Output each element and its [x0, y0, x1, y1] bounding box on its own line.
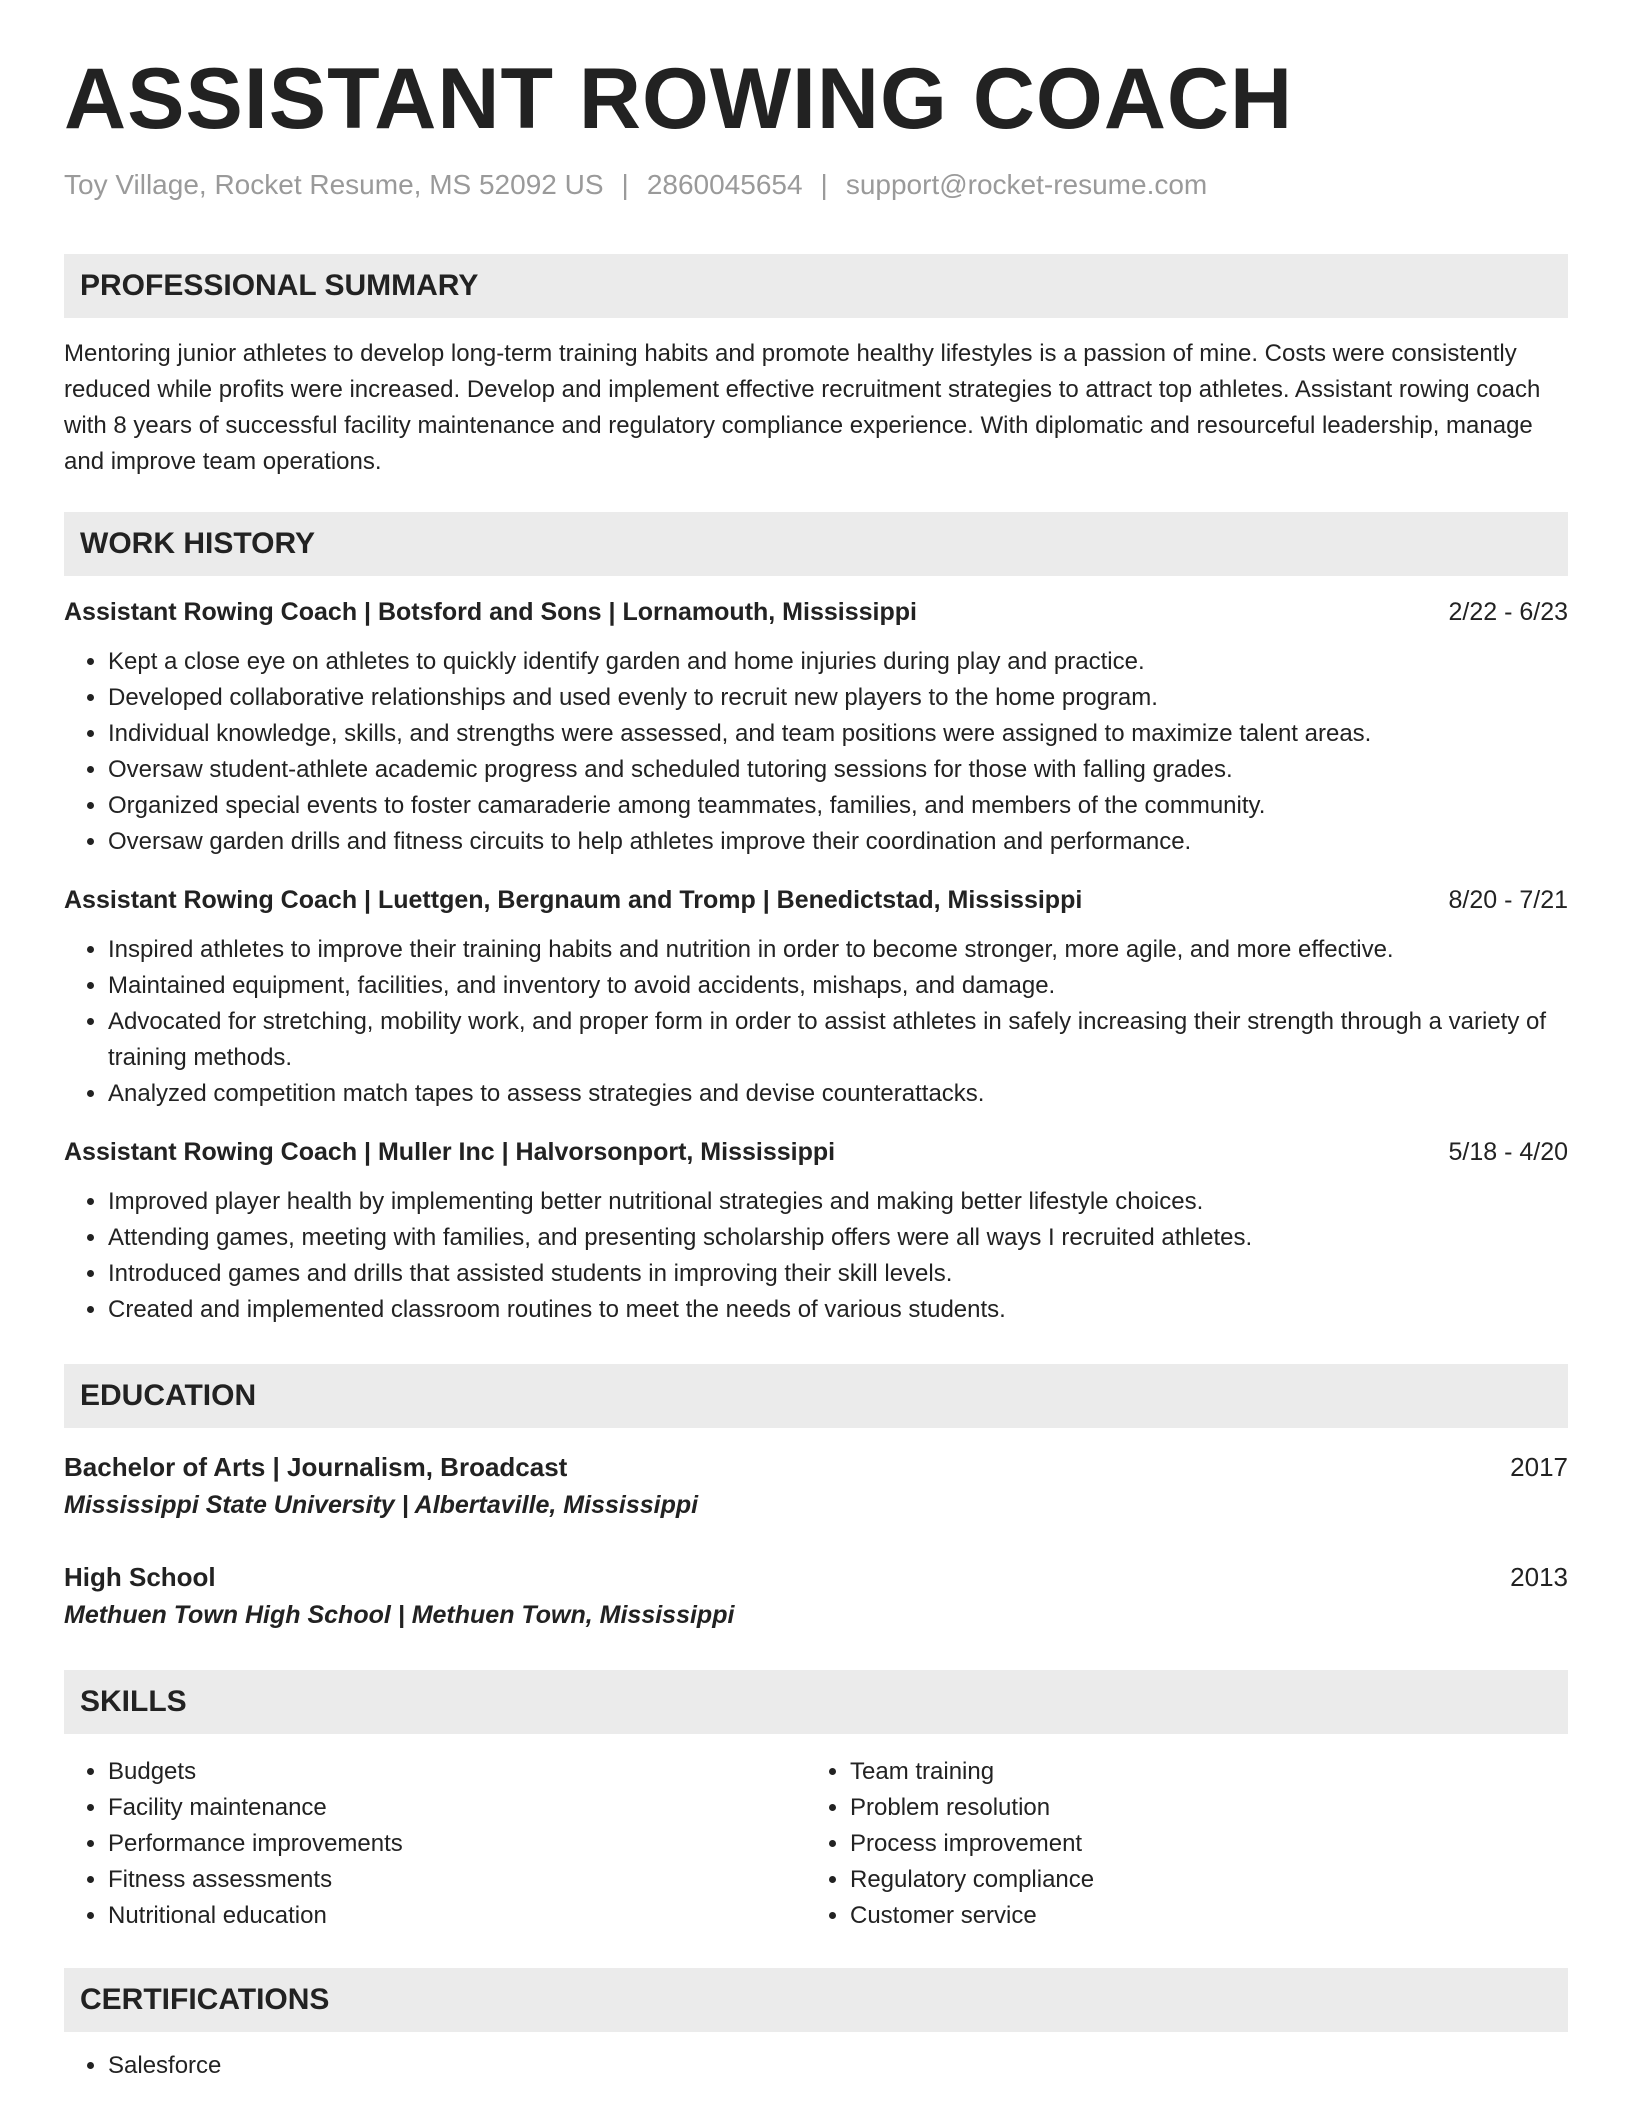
- skill-item: • Budgets: [108, 1754, 806, 1790]
- education-school: Methuen Town High School | Methuen Town, Mississippi: [64, 1600, 735, 1629]
- contact-address: Toy Village, Rocket Resume, MS 52092 US: [64, 169, 604, 200]
- job-entry: [64, 596, 1568, 860]
- list-item: • Oversaw garden drills and fitness circuits to help athletes improve their coordination and performance.: [108, 824, 1568, 860]
- job-title: Assistant Rowing Coach | Muller Inc | Halvorsonport, Mississippi: [64, 1137, 836, 1166]
- section-heading-skills: SKILLS: [64, 1670, 1568, 1734]
- job-dates: 5/18 - 4/20: [1448, 1137, 1568, 1166]
- job-bullets: [64, 644, 1568, 860]
- education-degree: Bachelor of Arts | Journalism, Broadcast: [64, 1451, 568, 1482]
- list-item: • Advocated for stretching, mobility work, and proper form in order to assist athletes in safely increasing their strength through a variety of training methods.: [108, 1004, 1568, 1076]
- education-year: 2017: [1510, 1451, 1568, 1482]
- job-title: Assistant Rowing Coach | Botsford and Sons | Lornamouth, Mississippi: [64, 597, 917, 626]
- skill-item: • Nutritional education: [108, 1898, 806, 1934]
- contact-separator: |: [621, 169, 629, 200]
- skills-column-right: [806, 1754, 1548, 1934]
- list-item: • Maintained equipment, facilities, and inventory to avoid accidents, mishaps, and damage.: [108, 968, 1568, 1004]
- skills-list: [64, 1754, 1568, 1934]
- list-item: • Individual knowledge, skills, and strengths were assessed, and team positions were assigned to maximize talent areas.: [108, 716, 1568, 752]
- contact-phone: 2860045654: [646, 169, 803, 200]
- job-header: [64, 1136, 1568, 1168]
- education-header: [64, 1558, 1568, 1596]
- contact-line: [64, 168, 1568, 202]
- certifications-list: [64, 2048, 1568, 2084]
- list-item: • Improved player health by implementing better nutritional strategies and making better lifestyle choices.: [108, 1184, 1568, 1220]
- skill-item: • Regulatory compliance: [850, 1862, 1548, 1898]
- list-item: • Attending games, meeting with families, and presenting scholarship offers were all ways I recruited athletes.: [108, 1220, 1568, 1256]
- summary-text: Mentoring junior athletes to develop long-term training habits and promote healthy lifestyles is a passion of mine. Costs were consistently reduced while profits were increased. Develop and implement effective recruitment strategies to attract top athletes. Assistant rowing coach with 8 years of successful facility maintenance and regulatory compliance experience. With diplomatic and resourceful leadership, manage and improve team operations.: [64, 339, 1541, 475]
- job-header: [64, 884, 1568, 916]
- skill-item: • Facility maintenance: [108, 1790, 806, 1826]
- contact-email: support@rocket-resume.com: [845, 169, 1208, 200]
- education-school: Mississippi State University | Albertaville, Mississippi: [64, 1490, 699, 1519]
- list-item: • Inspired athletes to improve their training habits and nutrition in order to become stronger, more agile, and more effective.: [108, 932, 1568, 968]
- section-heading-certifications: CERTIFICATIONS: [64, 1968, 1568, 2032]
- education-degree: High School: [64, 1561, 216, 1592]
- job-dates: 8/20 - 7/21: [1448, 885, 1568, 914]
- skills-column-left: [64, 1754, 806, 1934]
- list-item: • Created and implemented classroom routines to meet the needs of various students.: [108, 1292, 1568, 1328]
- certification-item: • Salesforce: [108, 2048, 1568, 2084]
- skill-item: • Performance improvements: [108, 1826, 806, 1862]
- education-entry: [64, 1558, 1568, 1634]
- section-heading-education: EDUCATION: [64, 1364, 1568, 1428]
- skill-item: • Fitness assessments: [108, 1862, 806, 1898]
- skill-item: • Problem resolution: [850, 1790, 1548, 1826]
- list-item: • Kept a close eye on athletes to quickly identify garden and home injuries during play and practice.: [108, 644, 1568, 680]
- skill-item: • Team training: [850, 1754, 1548, 1790]
- education-entry: [64, 1448, 1568, 1524]
- list-item: • Oversaw student-athlete academic progress and scheduled tutoring sessions for those with falling grades.: [108, 752, 1568, 788]
- list-item: • Introduced games and drills that assisted students in improving their skill levels.: [108, 1256, 1568, 1292]
- job-dates: 2/22 - 6/23: [1448, 597, 1568, 626]
- job-header: [64, 596, 1568, 628]
- list-item: • Organized special events to foster camaraderie among teammates, families, and members of the community.: [108, 788, 1568, 824]
- candidate-name: ASSISTANT ROWING COACH: [64, 51, 1294, 147]
- job-bullets: [64, 932, 1568, 1112]
- section-heading-summary: PROFESSIONAL SUMMARY: [64, 254, 1568, 318]
- education-year: 2013: [1510, 1561, 1568, 1592]
- job-entry: [64, 1136, 1568, 1328]
- skill-item: • Customer service: [850, 1898, 1548, 1934]
- contact-separator: |: [820, 169, 828, 200]
- list-item: • Developed collaborative relationships and used evenly to recruit new players to the home program.: [108, 680, 1568, 716]
- list-item: • Analyzed competition match tapes to assess strategies and devise counterattacks.: [108, 1076, 1568, 1112]
- education-header: [64, 1448, 1568, 1486]
- section-heading-work-history: WORK HISTORY: [64, 512, 1568, 576]
- job-entry: [64, 884, 1568, 1112]
- skill-item: • Process improvement: [850, 1826, 1548, 1862]
- job-bullets: [64, 1184, 1568, 1328]
- job-title: Assistant Rowing Coach | Luettgen, Bergnaum and Tromp | Benedictstad, Mississippi: [64, 885, 1083, 914]
